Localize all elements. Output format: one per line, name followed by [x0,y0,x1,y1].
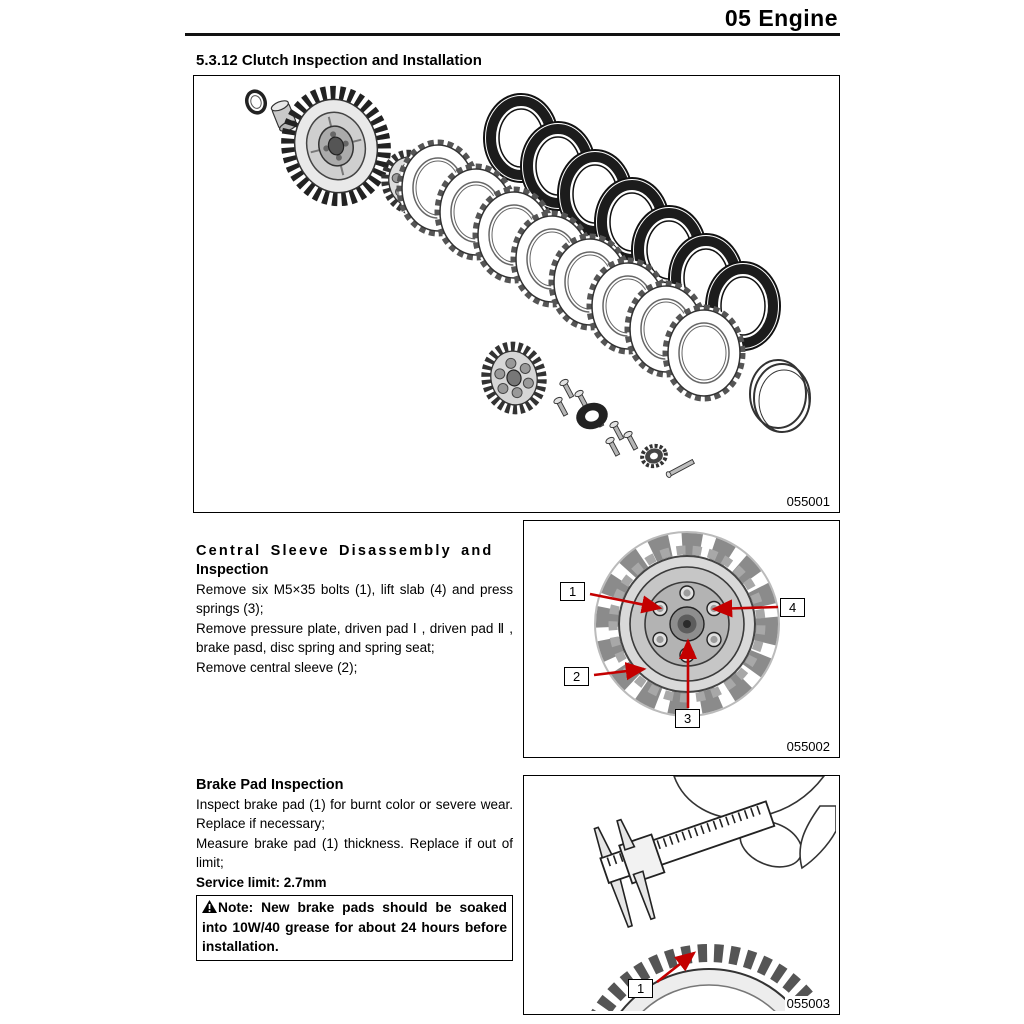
paragraph: Inspect brake pad (1) for burnt color or severe wear. Replace if necessary; [196,797,513,831]
figure-label: 055001 [786,494,830,509]
snap-rings-part [750,360,810,432]
brake-pad-section [196,776,513,961]
callout-3: 3 [675,709,700,728]
brake-pad-heading: Brake Pad Inspection [196,777,344,793]
callout-1: 1 [560,582,585,601]
clutch-basket-part [278,83,395,209]
figure-label: 055003 [786,996,830,1011]
exploded-clutch-diagram [194,76,835,508]
note-text: Note: New brake pads should be soaked into 10W/40 grease for about 24 hours before installation. [202,900,507,954]
washer-part [244,89,268,116]
callout-2: 2 [564,667,589,686]
central-sleeve-heading-line1: Central Sleeve Disassembly and [196,543,494,559]
service-limit: Service limit: 2.7mm [196,875,327,890]
paragraph: Remove pressure plate, driven pad Ⅰ , driven pad Ⅱ , brake pasd, disc spring and spring seat; [196,621,513,655]
page-header-title: 05 Engine [724,5,838,31]
callout-4: 4 [780,598,805,617]
bolts-springs-cluster [553,378,695,478]
central-sleeve-section [196,542,513,678]
caliper-measurement-photo [524,776,836,1011]
figure-central-sleeve [523,520,840,758]
figure-exploded-clutch [193,75,840,513]
header-rule [185,33,840,36]
callout-1: 1 [628,979,653,998]
paragraph: Remove central sleeve (2); [196,660,358,675]
figure-label: 055002 [786,739,830,754]
note-box [196,895,513,961]
center-sleeve-gear-part [481,342,547,414]
section-heading: 5.3.12 Clutch Inspection and Installation [196,52,482,69]
paragraph: Remove six M5×35 bolts (1), lift slab (4) and press springs (3); [196,582,513,616]
figure-brake-pad-measure [523,775,840,1015]
paragraph: Measure brake pad (1) thickness. Replace if out of limit; [196,836,513,870]
central-sleeve-heading-line2: Inspection [196,562,269,578]
warning-icon [202,899,217,918]
